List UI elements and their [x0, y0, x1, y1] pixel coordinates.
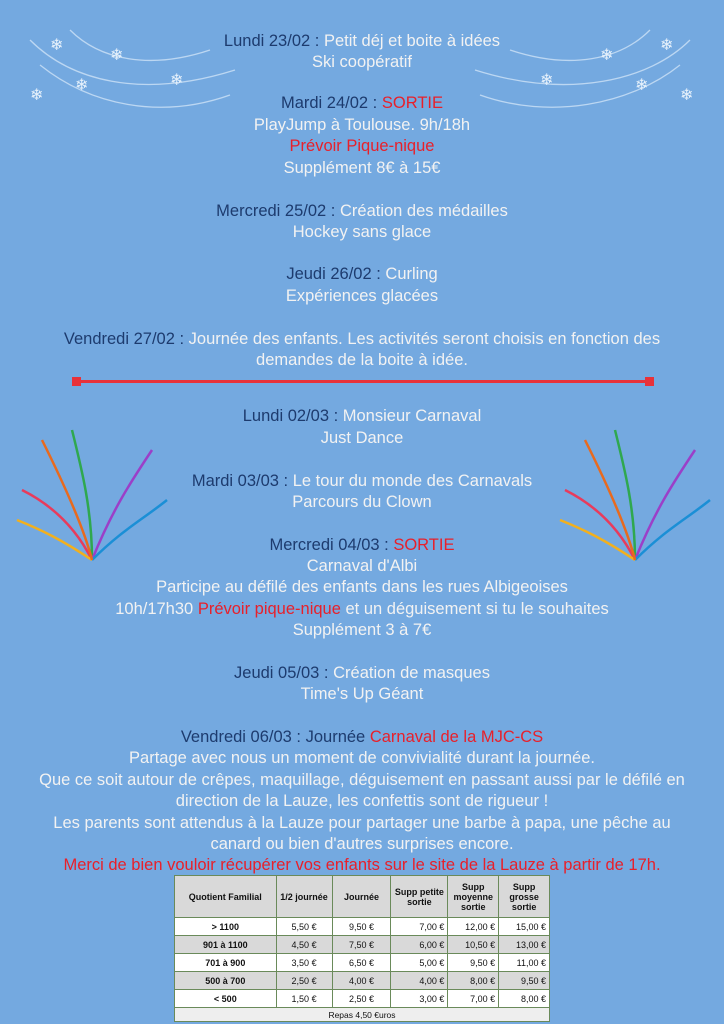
cell: 15,00 € — [499, 918, 550, 936]
day-label: Vendredi 27/02 : — [63, 330, 185, 348]
carnival-title: Carnaval de la MJC-CS — [369, 728, 544, 746]
day-heading — [0, 201, 724, 221]
cell: 901 à 1100 — [175, 936, 277, 954]
cell: 9,50 € — [332, 918, 391, 936]
cell: 3,50 € — [276, 954, 332, 972]
day-label: Lundi 02/03 : — [242, 407, 339, 425]
table-row — [175, 936, 550, 954]
table-row — [175, 990, 550, 1008]
day-label: Jeudi 05/03 : — [234, 664, 329, 682]
svg-text:❄: ❄ — [110, 47, 124, 64]
table-header-row — [175, 876, 550, 918]
day-heading — [0, 727, 724, 747]
activity: Just Dance — [320, 429, 404, 447]
day-label: Vendredi 06/03 : — [180, 728, 302, 746]
cell: 7,00 € — [448, 990, 499, 1008]
activity: Participe au défilé des enfants dans les rues Albigeoises — [156, 578, 568, 596]
cell: 6,00 € — [391, 936, 448, 954]
description: Les parents sont attendus à la Lauze pour partager une barbe à papa, une pêche au — [53, 814, 671, 832]
picnic-note: Prévoir Pique-nique — [289, 137, 435, 155]
day-heading — [0, 535, 724, 555]
cell: 5,50 € — [276, 918, 332, 936]
supplement: Supplément 8€ à 15€ — [283, 159, 441, 177]
svg-text:❄: ❄ — [600, 47, 614, 64]
cell: 9,50 € — [499, 972, 550, 990]
svg-text:❄: ❄ — [30, 87, 44, 104]
schedule-line — [0, 599, 724, 619]
day-label: Mardi 03/03 : — [191, 472, 289, 490]
day-heading — [0, 264, 724, 284]
activity: Hockey sans glace — [292, 223, 432, 241]
svg-text:❄: ❄ — [75, 77, 89, 94]
header-cell: Supp petite sortie — [391, 876, 448, 918]
svg-text:❄: ❄ — [635, 77, 649, 94]
cell: 7,00 € — [391, 918, 448, 936]
activity: Création de masques — [333, 664, 490, 682]
meal-price: Repas 4,50 €uros — [175, 1008, 550, 1022]
activity: Expériences glacées — [285, 287, 439, 305]
svg-text:❄: ❄ — [170, 72, 184, 89]
cell: 10,50 € — [448, 936, 499, 954]
cell: 11,00 € — [499, 954, 550, 972]
description: direction de la Lauze, les confettis sont de rigueur ! — [175, 792, 549, 810]
description: Que ce soit autour de crêpes, maquillage, déguisement en passant aussi par le défilé en — [39, 771, 685, 789]
activity: PlayJump à Toulouse. 9h/18h — [253, 116, 471, 134]
day-heading — [0, 406, 724, 426]
cell: > 1100 — [175, 918, 277, 936]
table-row — [175, 954, 550, 972]
cell: 9,50 € — [448, 954, 499, 972]
activity: Time's Up Géant — [300, 685, 424, 703]
activity: Création des médailles — [339, 202, 508, 220]
cell: 2,50 € — [276, 972, 332, 990]
activity: Le tour du monde des Carnavals — [292, 472, 533, 490]
cell: 500 à 700 — [175, 972, 277, 990]
cell: 13,00 € — [499, 936, 550, 954]
header-cell: 1/2 journée — [276, 876, 332, 918]
activity: Journée — [305, 728, 366, 746]
cell: 4,00 € — [332, 972, 391, 990]
day-heading — [0, 93, 724, 113]
header-cell: Supp grosse sortie — [499, 876, 550, 918]
day-label: Lundi 23/02 : — [223, 32, 320, 50]
cell: 701 à 900 — [175, 954, 277, 972]
table-footer-row — [175, 1008, 550, 1022]
day-heading — [0, 329, 724, 349]
activity: demandes de la boite à idée. — [256, 351, 468, 369]
cell: 1,50 € — [276, 990, 332, 1008]
svg-text:❄: ❄ — [660, 37, 674, 54]
day-label: Mardi 24/02 : — [280, 94, 378, 112]
header-cell: Quotient Familial — [175, 876, 277, 918]
svg-text:❄: ❄ — [540, 72, 554, 89]
svg-text:❄: ❄ — [50, 37, 64, 54]
cell: 7,50 € — [332, 936, 391, 954]
cell: 6,50 € — [332, 954, 391, 972]
header-cell: Journée — [332, 876, 391, 918]
activity: Curling — [385, 265, 438, 283]
day-heading — [0, 471, 724, 491]
cell: 12,00 € — [448, 918, 499, 936]
day-label: Mercredi 04/03 : — [269, 536, 389, 554]
picnic-note: Prévoir pique-nique — [197, 600, 341, 618]
svg-text:❄: ❄ — [680, 87, 694, 104]
header-cell: Supp moyenne sortie — [448, 876, 499, 918]
pricing-table — [174, 875, 550, 1022]
outing-tag: SORTIE — [381, 94, 444, 112]
activity: Ski coopératif — [312, 53, 412, 71]
costume-note: et un déguisement si tu le souhaites — [345, 600, 609, 618]
activity: Journée des enfants. Les activités seront choisis en fonction des — [188, 330, 661, 348]
cell: 4,50 € — [276, 936, 332, 954]
day-label: Mercredi 25/02 : — [216, 202, 336, 220]
hours: 10h/17h30 — [115, 600, 194, 618]
activity: Carnaval d'Albi — [306, 557, 418, 575]
day-heading — [0, 31, 724, 51]
cell: 2,50 € — [332, 990, 391, 1008]
outing-tag: SORTIE — [393, 536, 455, 554]
description: canard ou bien d'autres surprises encore. — [210, 835, 514, 853]
cell: < 500 — [175, 990, 277, 1008]
day-label: Jeudi 26/02 : — [286, 265, 381, 283]
cell: 8,00 € — [499, 990, 550, 1008]
activity: Parcours du Clown — [292, 493, 432, 511]
day-heading — [0, 663, 724, 683]
description: Partage avec nous un moment de convivialité durant la journée. — [129, 749, 595, 767]
pickup-notice: Merci de bien vouloir récupérer vos enfants sur le site de la Lauze à partir de 17h. — [63, 856, 661, 874]
cell: 8,00 € — [448, 972, 499, 990]
activity: Petit déj et boite à idées — [323, 32, 501, 50]
cell: 4,00 € — [391, 972, 448, 990]
supplement: Supplément 3 à 7€ — [292, 621, 432, 639]
table-row — [175, 972, 550, 990]
activity: Monsieur Carnaval — [342, 407, 482, 425]
cell: 3,00 € — [391, 990, 448, 1008]
section-divider — [75, 380, 651, 383]
table-row — [175, 918, 550, 936]
cell: 5,00 € — [391, 954, 448, 972]
